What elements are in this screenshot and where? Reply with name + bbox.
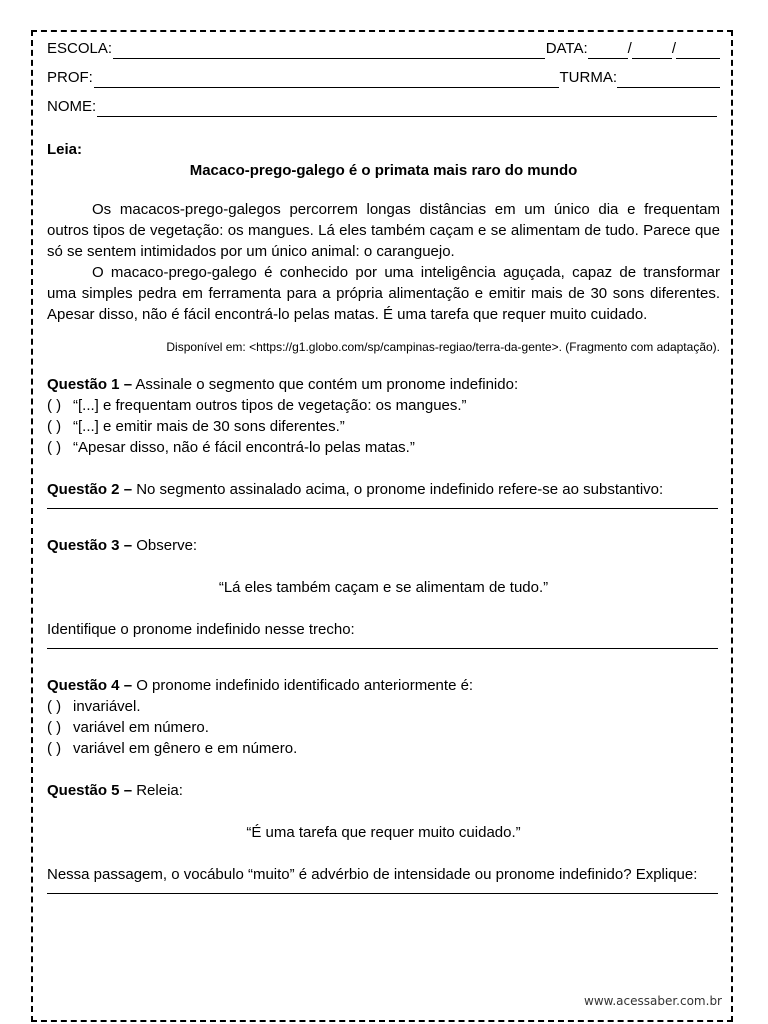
prof-label: PROF: (47, 69, 93, 86)
data-label: DATA: (545, 40, 588, 57)
question-text: No segmento assinalado acima, o pronome indefinido refere-se ao substantivo: (136, 481, 664, 498)
text-title: Macaco-prego-galego é o primata mais raro do mundo (189, 162, 578, 179)
question-label: Questão 3 – (47, 537, 133, 554)
answer-line[interactable] (47, 500, 718, 509)
q1-option-3[interactable] (47, 437, 720, 458)
option-text: variável em gênero e em número. (73, 740, 298, 757)
q1-option-1[interactable] (47, 395, 720, 416)
turma-label: TURMA: (559, 69, 617, 86)
question-label: Questão 5 – (47, 782, 133, 799)
question-1 (47, 374, 720, 395)
question-text: O pronome indefinido identificado anteriormente é: (136, 677, 474, 694)
date-year-field[interactable] (676, 43, 720, 59)
source-citation: Disponível em: <https://g1.globo.com/sp/campinas-regiao/terra-da-gente>. (Fragmento com adaptação). (166, 340, 720, 354)
date-month-field[interactable] (632, 43, 672, 59)
question-5-ask: Nessa passagem, o vocábulo “muito” é advérbio de intensidade ou pronome indefinido? Explique: (47, 866, 698, 883)
prof-field[interactable] (94, 72, 559, 88)
escola-field[interactable] (113, 43, 545, 59)
date-slash: / (627, 40, 632, 57)
quoted-excerpt: “Lá eles também caçam e se alimentam de tudo.” (218, 579, 549, 596)
option-text: “[...] e emitir mais de 30 sons diferentes.” (73, 418, 345, 435)
checkbox[interactable]: ( ) (47, 740, 62, 757)
date-slash: / (671, 40, 676, 57)
nome-field[interactable] (97, 101, 717, 117)
question-text: Assinale o segmento que contém um pronome indefinido: (135, 376, 519, 393)
answer-line[interactable] (47, 640, 718, 649)
q4-option-1[interactable] (47, 696, 720, 717)
question-3 (47, 535, 720, 556)
paragraph-1: Os macacos-prego-galegos percorrem longas distâncias em um único dia e frequentam outros tipos de vegetação: os mangues. Lá eles também caçam e se alimentam de tudo. Parece que só se sentem intimidados por um único animal: o caranguejo. (47, 201, 720, 260)
option-text: variável em número. (73, 719, 209, 736)
checkbox[interactable]: ( ) (47, 719, 62, 736)
question-label: Questão 1 – (47, 376, 133, 393)
paragraph-2: O macaco-prego-galego é conhecido por uma inteligência aguçada, capaz de transformar uma simples pedra em ferramenta para a própria alimentação e emitir mais de 30 sons diferentes. Apesar disso, não é fácil encontrá-lo pelas matas. É uma tarefa que requer muito cuidado. (47, 264, 720, 323)
question-label: Questão 4 – (47, 677, 133, 694)
question-3-ask: Identifique o pronome indefinido nesse trecho: (47, 621, 355, 638)
checkbox[interactable]: ( ) (47, 698, 62, 715)
quoted-excerpt: “É uma tarefa que requer muito cuidado.” (246, 824, 521, 841)
nome-row (47, 96, 720, 117)
worksheet (47, 38, 720, 894)
prof-row (47, 67, 720, 88)
question-5 (47, 780, 720, 801)
turma-field[interactable] (617, 72, 720, 88)
q1-option-2[interactable] (47, 416, 720, 437)
question-2 (47, 479, 720, 500)
escola-label: ESCOLA: (47, 40, 113, 57)
checkbox[interactable]: ( ) (47, 418, 62, 435)
question-text: Observe: (136, 537, 198, 554)
checkbox[interactable]: ( ) (47, 439, 62, 456)
answer-line[interactable] (47, 885, 718, 894)
option-text: “Apesar disso, não é fácil encontrá-lo pelas matas.” (73, 439, 415, 456)
question-text: Releia: (136, 782, 183, 799)
q4-option-2[interactable] (47, 717, 720, 738)
option-text: invariável. (73, 698, 141, 715)
question-label: Questão 2 – (47, 481, 133, 498)
option-text: “[...] e frequentam outros tipos de vegetação: os mangues.” (73, 397, 467, 414)
question-4 (47, 675, 720, 696)
date-day-field[interactable] (588, 43, 628, 59)
site-footer: www.acessaber.com.br (584, 994, 722, 1008)
q4-option-3[interactable] (47, 738, 720, 759)
escola-row (47, 38, 720, 59)
checkbox[interactable]: ( ) (47, 397, 62, 414)
nome-label: NOME: (47, 98, 97, 115)
leia-label: Leia: (47, 141, 83, 158)
